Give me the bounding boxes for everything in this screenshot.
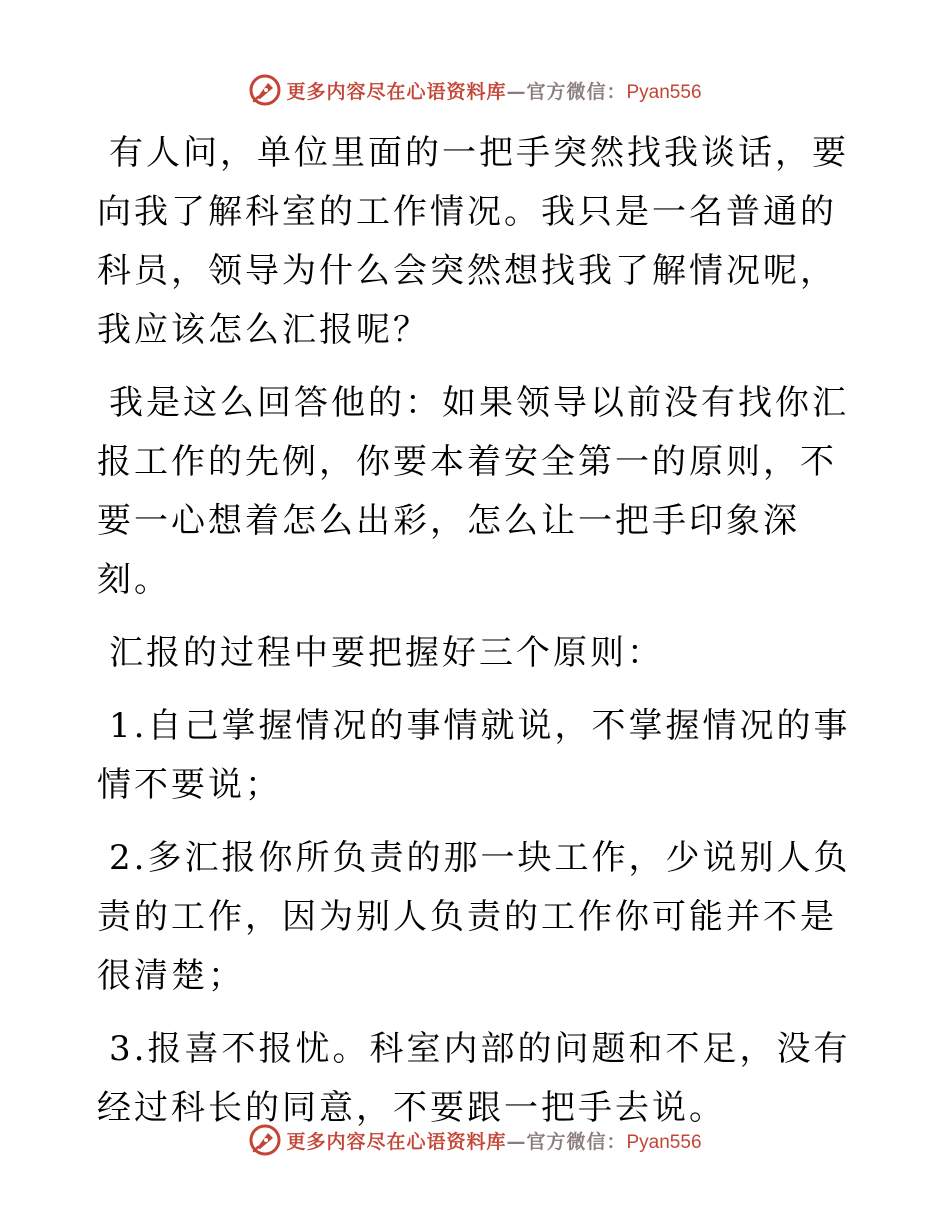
footer-banner-text — [286, 1127, 701, 1154]
header-banner-sep: —官方微信： — [506, 80, 627, 103]
header-banner-main: 更多内容尽在心语资料库 — [286, 80, 507, 103]
document-body — [97, 124, 857, 1152]
paragraph-principle-1: 1.自己掌握情况的事情就说，不掌握情况的事情不要说； — [97, 706, 851, 805]
header-banner — [0, 70, 950, 110]
header-banner-text — [286, 77, 701, 104]
header-banner-wechat: Pyan556 — [626, 81, 702, 103]
footer-banner-sep: —官方微信： — [506, 1130, 627, 1153]
footer-banner-main: 更多内容尽在心语资料库 — [286, 1130, 507, 1153]
footer-banner — [0, 1120, 950, 1160]
paragraph-principles-intro: 汇报的过程中要把握好三个原则： — [109, 633, 664, 673]
paragraph-principle-3: 3.报喜不报忧。科室内部的问题和不足，没有经过科长的同意，不要跟一把手去说。 — [97, 1029, 851, 1128]
footer-banner-wechat: Pyan556 — [626, 1131, 702, 1153]
paragraph-question: 有人问，单位里面的一把手突然找我谈话，要向我了解科室的工作情况。我只是一名普通的科员，领导为什么会突然想找我了解情况呢，我应该怎么汇报呢？ — [97, 133, 849, 350]
paragraph-principle-2: 2.多汇报你所负责的那一块工作，少说别人负责的工作，因为别人负责的工作你可能并不是很清楚； — [97, 838, 851, 996]
pen-nib-logo-icon — [248, 73, 282, 107]
paragraph-answer: 我是这么回答他的：如果领导以前没有找你汇报工作的先例，你要本着安全第一的原则，不要一心想着怎么出彩，怎么让一把手印象深刻。 — [97, 383, 849, 600]
pen-nib-logo-icon — [248, 1123, 282, 1157]
